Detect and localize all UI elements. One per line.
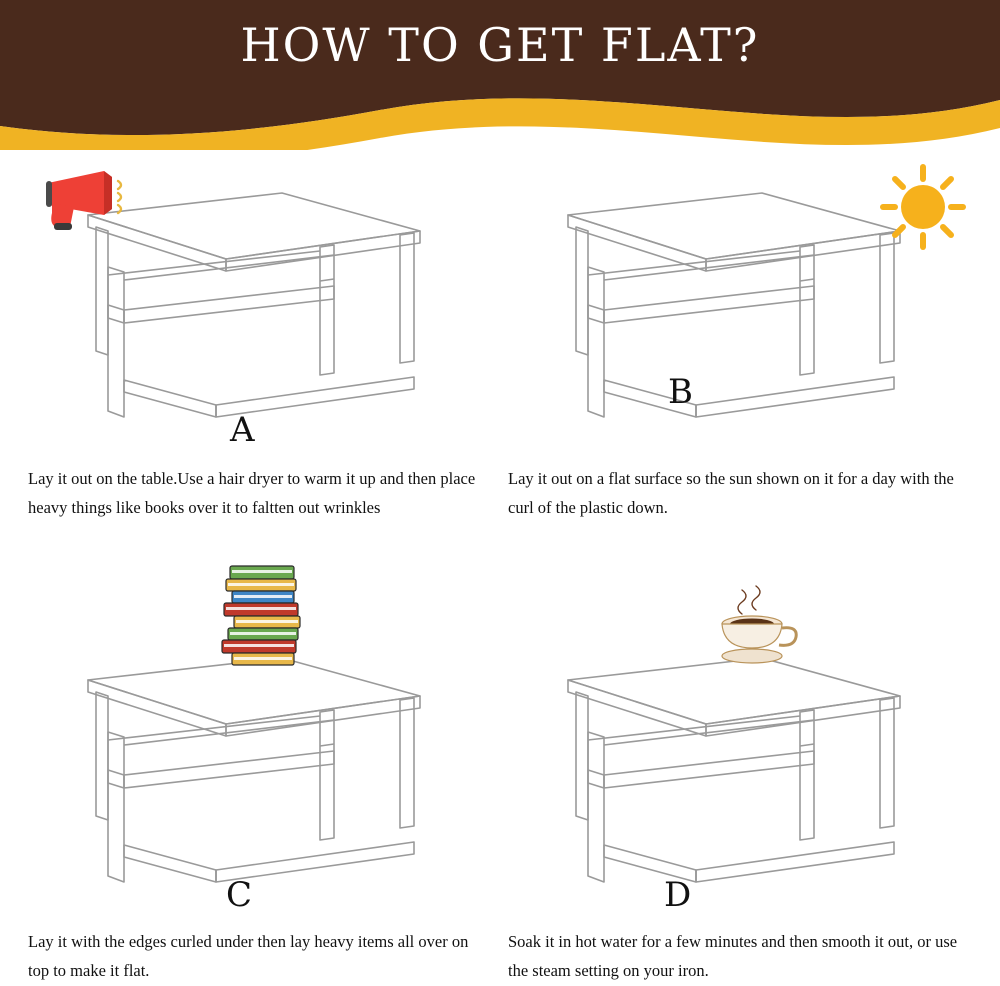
header-banner <box>0 0 1000 150</box>
page-title: HOW TO GET FLAT? <box>240 18 760 72</box>
panel-d <box>500 560 978 980</box>
table-illustration <box>500 155 920 465</box>
panel-caption-d: Soak it in hot water for a few minutes and then smooth it out, or use the steam setting on your iron. <box>508 932 958 980</box>
panel-letter-c: C <box>226 875 253 915</box>
panel-letter-d: D <box>664 875 692 915</box>
panel-c <box>20 560 498 980</box>
panel-letter-a: A <box>230 410 255 450</box>
sun-icon <box>868 155 978 260</box>
panel-letter-b: B <box>668 372 693 412</box>
panel-caption-b: Lay it out on a flat surface so the sun shown on it for a day with the curl of the plastic down. <box>508 469 954 517</box>
panel-caption-c: Lay it with the edges curled under then lay heavy items all over on top to make it flat. <box>28 932 469 980</box>
panels-grid <box>0 150 1000 980</box>
stack-of-books-icon <box>212 560 322 672</box>
panel-a <box>20 155 498 560</box>
hair-dryer-icon <box>30 165 140 235</box>
coffee-cup-icon <box>700 584 810 674</box>
panel-caption-a: Lay it out on the table.Use a hair dryer to warm it up and then place heavy things like books over it to faltten out wrinkles <box>28 469 476 517</box>
panel-b <box>500 155 978 560</box>
